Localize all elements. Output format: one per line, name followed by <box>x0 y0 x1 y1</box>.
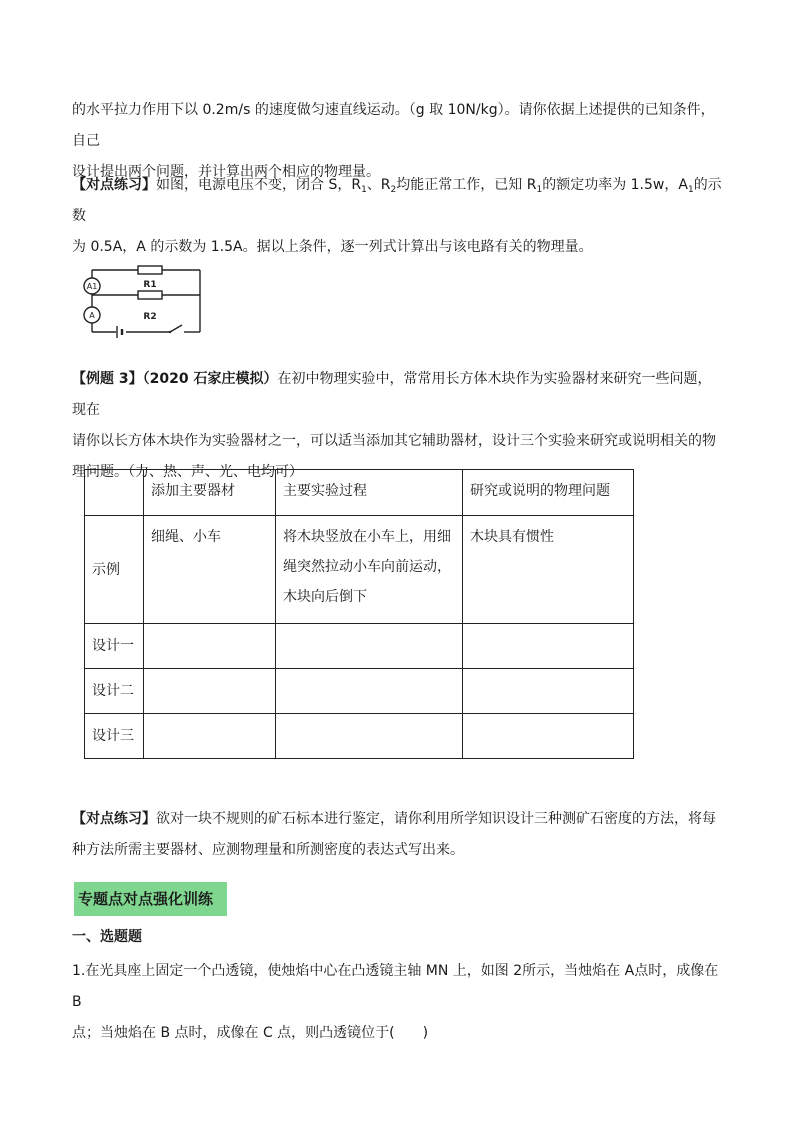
example-3-line-2: 请你以长方体木块作为实验器材之一，可以适当添加其它辅助器材，设计三个实验来研究或说明相关的物 <box>72 433 716 449</box>
table-row <box>85 624 634 669</box>
question-1-line-2: 点；当烛焰在 B 点时，成像在 C 点，则凸透镜位于( ) <box>72 1025 429 1041</box>
table-cell: 细绳、小车 <box>144 516 276 624</box>
ammeter-a1-label: A1 <box>86 282 98 291</box>
subscript: 2 <box>390 185 397 195</box>
table-header-row <box>85 470 634 516</box>
table-cell <box>276 624 463 669</box>
ammeter-a-label: A <box>89 311 95 320</box>
table-row <box>85 669 634 714</box>
row-label: 设计三 <box>85 714 144 759</box>
question-1 <box>72 956 724 1049</box>
practice-1-text: 的示数 <box>72 177 722 224</box>
table-cell <box>463 669 634 714</box>
resistor-r1 <box>138 266 162 274</box>
experiment-table <box>84 469 634 759</box>
example-3-source: （2020 石家庄模拟） <box>142 371 278 387</box>
table-cell <box>144 714 276 759</box>
example-3-line-3: 理问题。（力、热、声、光、电均可） <box>72 464 303 480</box>
row-label: 示例 <box>85 516 144 624</box>
resistor-r2-label: R2 <box>143 312 157 322</box>
subscript: 1 <box>536 185 543 195</box>
table-header-cell: 研究或说明的物理问题 <box>463 470 634 516</box>
practice-2 <box>72 804 724 866</box>
table-header-cell: 添加主要器材 <box>144 470 276 516</box>
practice-1 <box>72 170 724 263</box>
switch-lever <box>170 325 182 332</box>
table-cell <box>463 714 634 759</box>
practice-2-label: 【对点练习】 <box>72 811 156 827</box>
table-cell <box>144 669 276 714</box>
practice-2-line-2: 种方法所需主要器材、应测物理量和所测密度的表达式写出来。 <box>72 842 464 858</box>
practice-1-text: 的额定功率为 1.5w，A <box>542 177 688 193</box>
table-header-cell: 主要实验过程 <box>276 470 463 516</box>
table-cell <box>276 714 463 759</box>
practice-1-text: 如图，电源电压不变，闭合 S，R <box>156 177 362 193</box>
practice-2-line-1: 欲对一块不规则的矿石标本进行鉴定，请你利用所学知识设计三种测矿石密度的方法，将每 <box>156 811 716 827</box>
example-3-label: 【例题 3】 <box>72 371 143 387</box>
practice-1-text: 均能正常工作，已知 R <box>396 177 537 193</box>
row-label: 设计二 <box>85 669 144 714</box>
resistor-r2 <box>138 291 162 299</box>
table-header-cell <box>85 470 144 516</box>
table-row <box>85 714 634 759</box>
problem-line-1: 的水平拉力作用下以 0.2m/s 的速度做匀速直线运动。（g 取 10N/kg）。请你依据上述提供的已知条件，自己 <box>72 102 715 149</box>
resistor-r1-label: R1 <box>143 280 157 290</box>
practice-1-label: 【对点练习】 <box>72 177 156 193</box>
practice-1-line-2: 为 0.5A，A 的示数为 1.5A。据以上条件，逐一列式计算出与该电路有关的物理量。 <box>72 239 593 255</box>
section-heading: 一、选题题 <box>72 929 142 945</box>
table-cell <box>276 669 463 714</box>
table-row <box>85 516 634 624</box>
subscript: 1 <box>361 185 367 195</box>
table-cell <box>144 624 276 669</box>
switch-pivot <box>169 331 171 333</box>
circuit-diagram <box>78 256 208 338</box>
table-cell: 木块具有惯性 <box>463 516 634 624</box>
practice-1-text: 、R <box>366 177 391 193</box>
subscript: 1 <box>687 185 694 195</box>
table-cell: 将木块竖放在小车上，用细绳突然拉动小车向前运动，木块向后倒下 <box>276 516 463 624</box>
section-badge: 专题点对点强化训练 <box>74 882 227 916</box>
example-3-line-1: 在初中物理实验中，常常用长方体木块作为实验器材来研究一些问题，现在 <box>72 371 712 418</box>
problem-line-2: 设计提出两个问题，并计算出两个相应的物理量。 <box>72 164 380 180</box>
question-1-line-1: 1.在光具座上固定一个凸透镜，使烛焰中心在凸透镜主轴 MN 上，如图 2所示，当烛焰在 A点时，成像在 B <box>72 963 719 1010</box>
table-cell <box>463 624 634 669</box>
row-label: 设计一 <box>85 624 144 669</box>
